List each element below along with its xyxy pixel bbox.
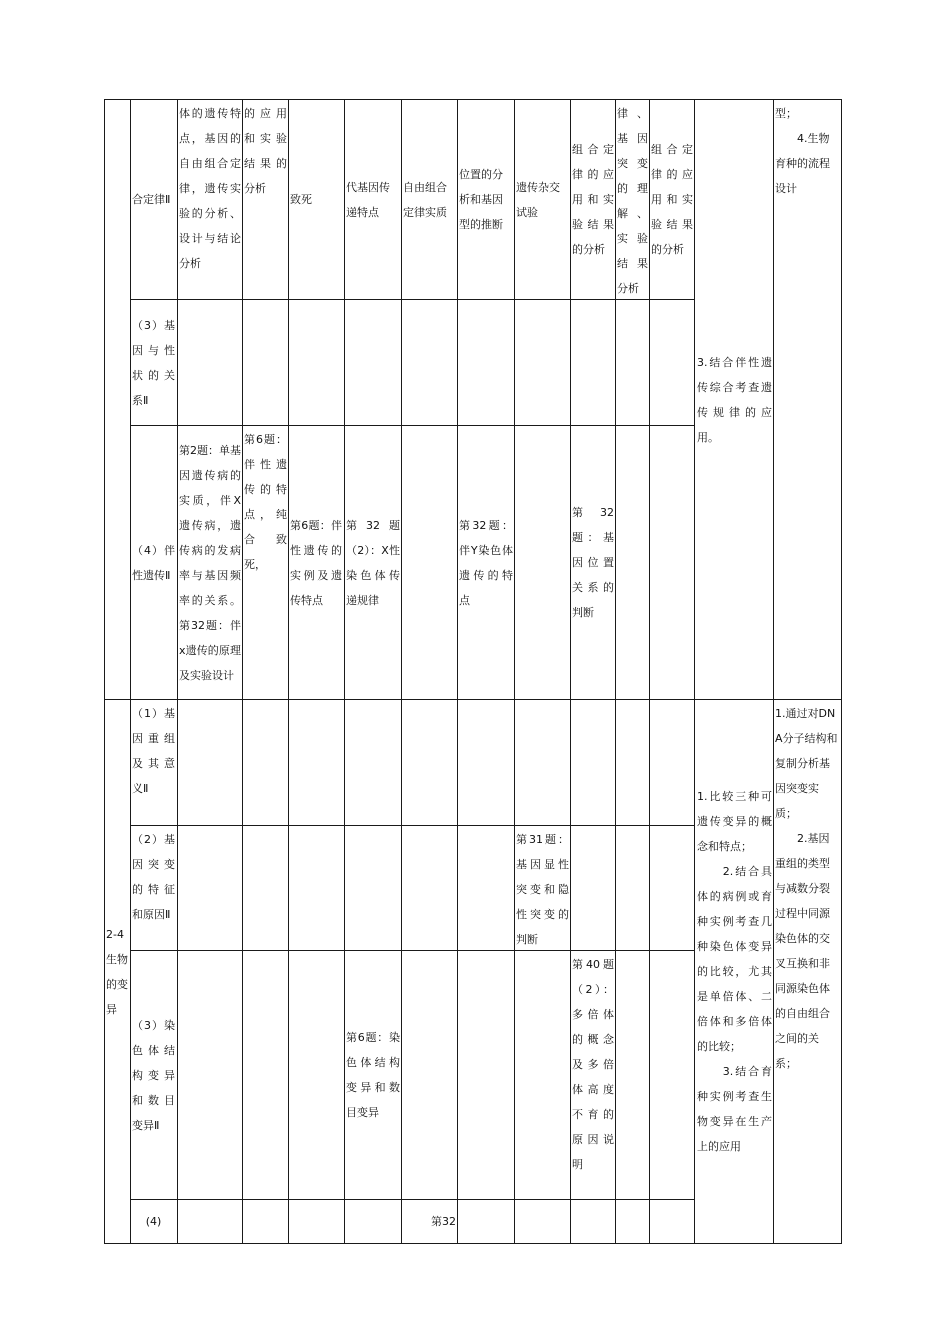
exam-item-text: 第32题：伴Y染色体遗传的特点 bbox=[459, 518, 513, 607]
row-divider bbox=[130, 950, 695, 951]
col-divider bbox=[344, 99, 345, 1244]
row-divider bbox=[130, 425, 695, 426]
col-divider bbox=[242, 99, 243, 1244]
subtopic-text: （4）伴性遗传Ⅱ bbox=[132, 543, 175, 582]
exam-point-cell bbox=[244, 101, 287, 298]
exam-point-text: 遗传杂交试验 bbox=[516, 180, 560, 219]
exam-point-cell bbox=[572, 101, 614, 298]
col-divider bbox=[457, 99, 458, 1244]
exam-item-text: 第6题：伴性遗传的特点，纯合致死， bbox=[244, 433, 287, 571]
exam-item-cell bbox=[346, 952, 400, 1198]
exam-point-text: 组合定律的应用和实验结果的分析 bbox=[651, 143, 693, 256]
col-divider bbox=[694, 99, 695, 1244]
table-border-top bbox=[104, 99, 842, 100]
exam-item-text: 第32题：基因位置关系的判断 bbox=[572, 506, 614, 619]
exam-point-cell bbox=[179, 101, 241, 298]
col-divider bbox=[841, 99, 842, 1244]
exam-item-cell bbox=[403, 1201, 456, 1242]
exam-point-text: 致死 bbox=[290, 193, 312, 206]
exam-point-text: 代基因传递特点 bbox=[346, 180, 390, 219]
col-divider bbox=[649, 99, 650, 1244]
exam-item-cell bbox=[572, 952, 614, 1198]
subtopic-cell bbox=[132, 427, 175, 698]
col-divider bbox=[288, 99, 289, 1244]
exam-point-cell bbox=[290, 101, 342, 298]
col-divider bbox=[104, 99, 105, 1244]
requirement-cell bbox=[775, 101, 840, 301]
goal-text: 1.比较三种可遗传变异的概念和特点； 2.结合具体的病例或育种实例考查几种染色体变异的比较，尤其是单倍体、二倍体和多倍体的比较； 3.结合育种实例考查生物变异在生产上的应用 bbox=[697, 790, 772, 1153]
col-divider bbox=[570, 99, 571, 1244]
exam-point-text: 的应用和实验结果的分析 bbox=[244, 107, 287, 195]
exam-item-text: 第2题：单基因遗传病的实质，伴X遗传病，遗传病的发病率与基因频率的关系。第32题：伴x遗传的原理及实验设计 bbox=[179, 443, 241, 682]
exam-point-text: 自由组合定律实质 bbox=[403, 180, 447, 219]
exam-item-text: 第32 bbox=[431, 1215, 456, 1228]
exam-point-text: 位置的分析和基因型的推断 bbox=[459, 168, 503, 231]
exam-item-cell bbox=[516, 827, 569, 949]
table-border-bottom bbox=[104, 1243, 842, 1244]
goal-text: 3.结合伴性遗传综合考查遗传规律的应用。 bbox=[697, 355, 772, 444]
subtopic-text: （2）基因突变的特征和原因Ⅱ bbox=[132, 833, 175, 921]
exam-point-text: 组合定律的应用和实验结果的分析 bbox=[572, 143, 614, 256]
subtopic-cell bbox=[132, 1201, 175, 1242]
exam-item-cell bbox=[290, 427, 342, 698]
subtopic-cell bbox=[132, 101, 175, 298]
col-divider bbox=[401, 99, 402, 1244]
exam-item-cell bbox=[346, 427, 400, 698]
col-divider bbox=[773, 99, 774, 1244]
subtopic-text: 合定律Ⅱ bbox=[132, 193, 171, 206]
exam-item-cell bbox=[572, 427, 614, 698]
subtopic-cell bbox=[132, 952, 175, 1198]
row-divider bbox=[130, 299, 695, 300]
exam-item-text: 第32题（2）：X性染色体传递规律 bbox=[346, 518, 400, 607]
exam-point-cell bbox=[516, 101, 569, 298]
subtopic-cell bbox=[132, 827, 175, 949]
topic-cell bbox=[106, 701, 129, 1242]
col-divider bbox=[514, 99, 515, 1244]
subtopic-cell bbox=[132, 701, 175, 824]
exam-item-cell bbox=[244, 427, 287, 698]
subtopic-text: （3）染色体结构变异和数目变异Ⅱ bbox=[132, 1018, 175, 1132]
row-divider bbox=[130, 1199, 695, 1200]
requirement-text: 1.通过对DNA分子结构和复制分析基因突变实质； 2.基因重组的类型与减数分裂过程中同源染色体的交叉互换和非同源染色体的自由组合之间的关系； bbox=[775, 707, 838, 1070]
exam-item-text: 第6题：染色体结构变异和数目变异 bbox=[346, 1031, 400, 1119]
goal-cell bbox=[697, 101, 772, 698]
col-divider bbox=[130, 99, 131, 1244]
exam-item-text: 第31题：基因显性突变和隐性突变的判断 bbox=[516, 833, 569, 946]
exam-point-cell bbox=[651, 101, 693, 298]
goal-cell bbox=[697, 701, 772, 1242]
exam-point-cell bbox=[403, 101, 456, 298]
subtopic-text: (4) bbox=[145, 1215, 162, 1228]
subtopic-text: （3）基因与性状的关系Ⅱ bbox=[132, 318, 175, 407]
exam-item-text: 第6题：伴性遗传的实例及遗传特点 bbox=[290, 518, 342, 607]
exam-item-text: 第40题（2）：多倍体的概念及多倍体高度不育的原因说明 bbox=[572, 958, 614, 1171]
col-divider bbox=[177, 99, 178, 1244]
exam-point-cell bbox=[459, 101, 513, 298]
subtopic-text: （1）基因重组及其意义Ⅱ bbox=[132, 707, 175, 795]
row-divider bbox=[130, 825, 695, 826]
exam-point-text: 体的遗传特点，基因的自由组合定律，遗传实验的分析、设计与结论分析 bbox=[179, 107, 241, 270]
subtopic-cell bbox=[132, 301, 175, 424]
exam-point-cell bbox=[617, 101, 648, 298]
exam-item-cell bbox=[459, 427, 513, 698]
exam-point-cell bbox=[346, 101, 400, 298]
topic-text: 2-4 生物的变异 bbox=[106, 927, 128, 1016]
requirement-text: 型； 4.生物育种的流程设计 bbox=[775, 107, 830, 195]
requirement-cell bbox=[775, 701, 840, 1242]
exam-point-text: 律、基因突变的理解、实验结果分析 bbox=[617, 107, 648, 295]
exam-item-cell bbox=[179, 427, 241, 698]
section-divider bbox=[104, 699, 842, 700]
col-divider bbox=[615, 99, 616, 1244]
